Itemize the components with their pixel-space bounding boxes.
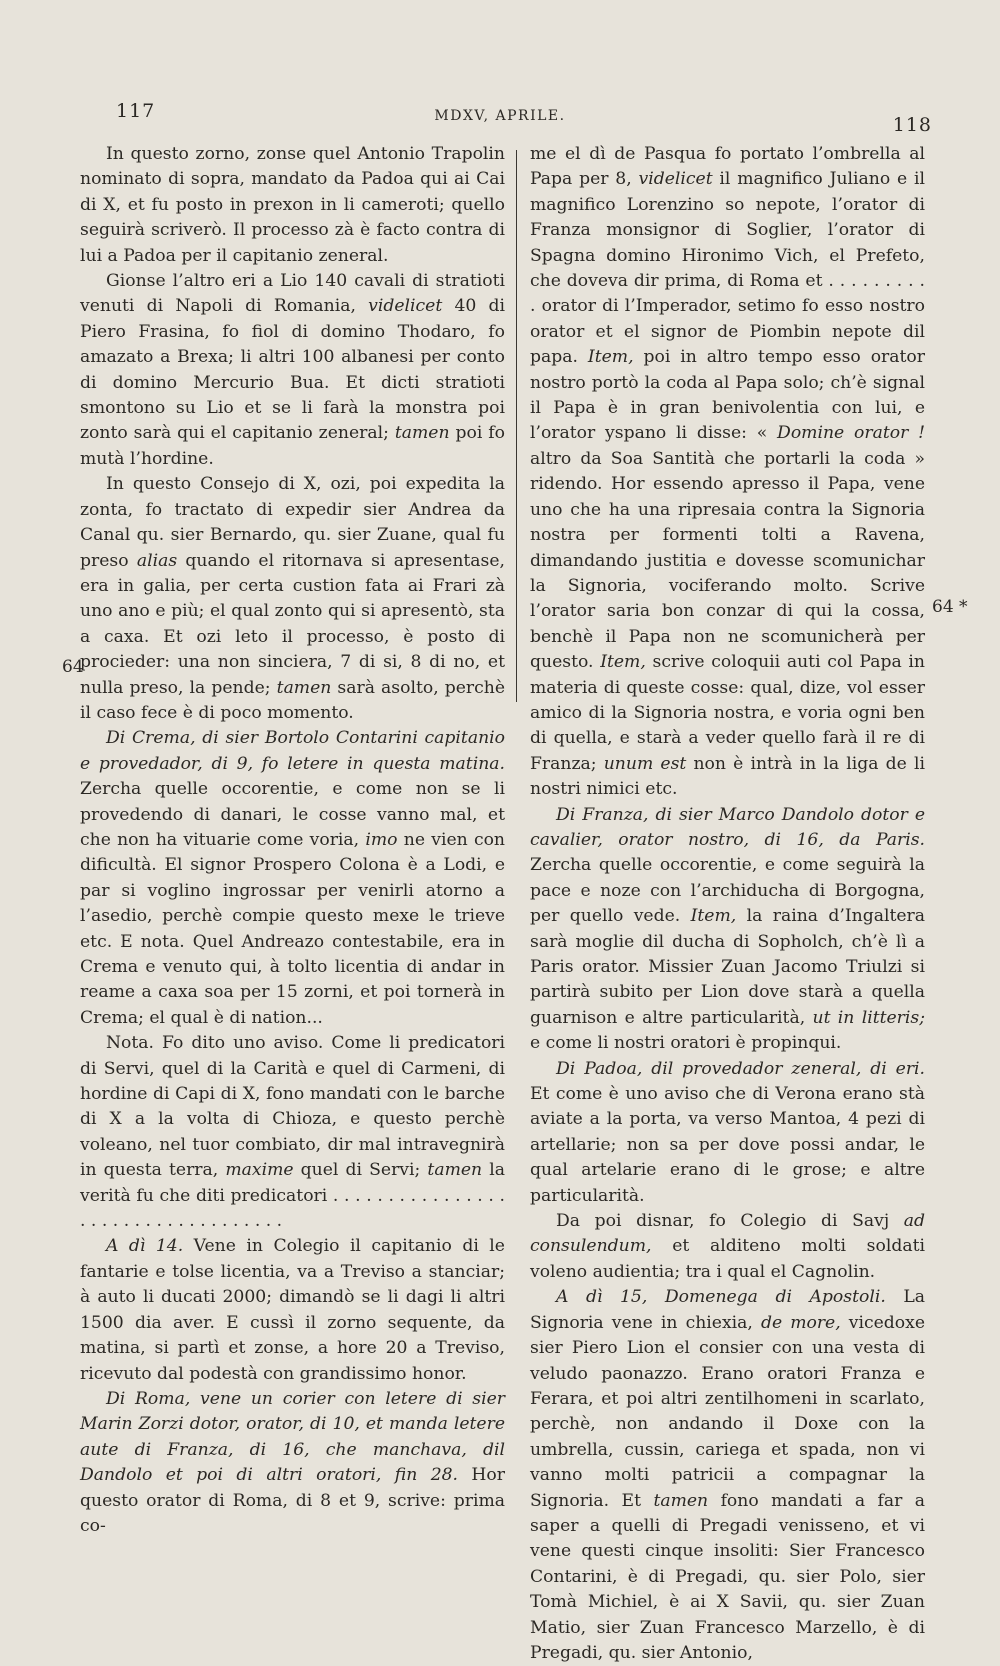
italic-run: alias [136, 550, 178, 571]
left-column [80, 142, 505, 1539]
paragraph [530, 1285, 925, 1666]
italic-run: unum est [603, 753, 687, 774]
text-run: Zercha quelle occorentie, e come seguirà la pace e noze con l’archiducha di Borgogna, per quello vede. [530, 855, 925, 927]
text-run: Vene in Colegio il capitanio di le fantarie e tolse licentia, va a Treviso a stanciar; à auto li ducati 2000; dimandò se li dagi li altri 1500 dia aver. E cussì il zorno sequente, da matina, si partì et zonse, a hore 20 a Treviso, ricevuto dal podestà con grandissimo honor. [80, 1236, 505, 1384]
text-run: Gionse l’altro eri a Lio 140 cavali di stratioti venuti di Napoli di Romania, [80, 271, 505, 317]
running-head: MDXV, APRILE. [434, 108, 566, 124]
text-run: ne vien con dificultà. El signor Prospero Colona è a Lodi, e par si voglino ingrossar per venirli atorno a l’asedio, perchè compie questo mexe le trieve etc. E nota. Quel Andreazo contestabile, era in Crema e venuto qui, à tolto licentia di andar in reame a caxa soa per 15 zorni, et poi tornerà in Crema; el qual è di nation... [80, 829, 505, 1028]
italic-run: Di Padoa, dil provedador zeneral, di eri. [556, 1058, 925, 1079]
italic-run: tamen [394, 423, 450, 444]
italic-run: tamen [427, 1160, 483, 1181]
text-run: Zercha quelle occorentie, e come non se li provedendo di danari, le cosse vanno mal, et che non ha vituarie come voria, [80, 779, 505, 850]
italic-run: Di Crema, di sier Bortolo Contarini capitanio e provedador, di 9, fo letere in questa matina. [80, 728, 505, 774]
text-run: la verità fu che diti predicatori . . . . . . . . . . . . . . . . . . . . . . . . . . . . . . . . . . . [80, 1160, 505, 1232]
text-run: altro da Soa Santità che portarli la coda » ridendo. Hor essendo apresso il Papa, vene uno che ha una ripresaia contra la Signoria nostra per formenti tolti a Ravena, dimandando justitia e dovesse scomunichar la Signoria, vociferando molto. Scrive l’orator saria bon conzar di qui la cossa, benchè il Papa non ne scomunicherà per questo. [530, 448, 925, 673]
paragraph [530, 803, 925, 1057]
italic-run: Di Franza, di sier Marco Dandolo dotor e cavalier, orator nostro, di 16, da Paris. [530, 804, 925, 850]
text-run: Da poi disnar, fo Colegio di Savj [556, 1211, 904, 1232]
paragraph [530, 1209, 925, 1285]
margin-note-left: 64 [62, 657, 84, 677]
paragraph [530, 142, 925, 803]
italic-run: Item, [587, 347, 634, 368]
text-run: poi in altro tempo esso orator nostro portò la coda al Papa solo; ch’è signal il Papa è in gran benivolentia con lui, e l’orator yspano li disse: « [530, 347, 925, 444]
italic-run: videlicet [368, 296, 443, 317]
text-run: e come li nostri oratori è propinqui. [530, 1033, 842, 1054]
text-run: quel di Servi; [293, 1160, 428, 1181]
italic-run: Di Roma, vene un corier con letere di sier Marin Zorzi dotor, orator, di 10, et manda letere aute di Franza, di 16, che manchava, dil Dandolo et poi di altri oratori, fin 28. [80, 1388, 505, 1486]
page-number-right: 118 [892, 114, 932, 136]
text-run: la raina d’Ingaltera sarà moglie dil ducha di Sopholch, ch’è lì a Paris orator. Missier Zuan Jacomo Triulzi si partirà subito per Lion dove starà a quella guarnison e altre particularità, [530, 906, 925, 1028]
text-run: fono mandati a far a saper a quelli di Pregadi venisseno, et vi vene questi cinque insoliti: Sier Francesco Contarini, è di Pregadi, qu. sier Polo, sier Tomà Michiel, è ai X Savii, qu. sier Zuan Matio, sier Zuan Francesco Marzello, è di Pregadi, qu. sier Antonio, [530, 1490, 926, 1663]
text-run: me el dì de Pasqua fo portato l’ombrella al Papa per 8, [530, 144, 925, 190]
italic-run: imo [365, 829, 398, 850]
text-run: sarà asolto, perchè il caso fece è di poco momento. [80, 677, 505, 723]
paragraph [80, 1387, 505, 1539]
italic-run: A dì 15, Domenega di Apostoli. [556, 1287, 886, 1308]
column-rule [516, 150, 517, 702]
page-number-left: 117 [116, 100, 156, 122]
paragraph [530, 1057, 925, 1209]
text-run: et alditeno molti soldati voleno audientia; tra i qual el Cagnolin. [530, 1236, 925, 1282]
italic-run: videlicet [638, 169, 713, 190]
italic-run: Domine orator ! [777, 423, 925, 444]
paragraph [80, 1031, 505, 1234]
text-run: Nota. Fo dito uno aviso. Come li predicatori di Servi, quel di la Carità e quel di Carmeni, di hordine di Capi di X, fono mandati con le barche di X a la volta di Chioza, e questo perchè voleano, nel tuor combiato, dir mal intravegnirà in questa terra, [80, 1033, 505, 1181]
italic-run: tamen [276, 677, 332, 698]
text-run: In questo zorno, zonse quel Antonio Trapolin nominato di sopra, mandato da Padoa qui ai Cai di X, et fu posto in prexon in li cameroti; quello seguirà scriverò. Il processo zà è facto contra di lui a Padoa per il capitanio zeneral. [80, 144, 505, 266]
text-run: In questo Consejo di X, ozi, poi expedita la zonta, fo tractato di expedir sier Andrea da Canal qu. sier Bernardo, qu. sier Zuane, qual fu preso [80, 474, 505, 571]
italic-run: Item, [690, 906, 737, 927]
paragraph [80, 472, 505, 726]
text-run: quando el ritornava si apresentase, era in galia, per certa custion fata ai Frari zà uno ano e più; el qual zonto qui si apresentò, sta a caxa. Et ozi leto il processo, è posto di procieder: una non sinciera, 7 di si, 8 di no, et nulla preso, la pende; [80, 550, 505, 698]
text-run: 40 di Piero Frasina, fo fiol di domino Thodaro, fo amazato a Brexa; li altri 100 albanesi per conto di domino Mercurio Bua. Et dicti stratioti smontono su Lio et se li farà la monstra poi zonto sarà qui el capitanio zeneral; [80, 296, 506, 444]
italic-run: ut in litteris; [812, 1007, 925, 1028]
text-run: poi fo mutà l’hordine. [80, 423, 505, 469]
text-run: vicedoxe sier Piero Lion el consier con una vesta di veludo paonazzo. Erano oratori Franza e Ferara, et poi altri zentilhomeni in scarlato, perchè, non andando il Doxe con la umbrella, cussin, cariega et spada, non vi vanno molti patricii a compagnar la Signoria. Et [530, 1312, 926, 1511]
paragraph [80, 1234, 505, 1386]
italic-run: tamen [653, 1490, 709, 1511]
italic-run: A dì 14. [106, 1236, 184, 1257]
margin-note-right: 64 * [932, 597, 968, 617]
paragraph [80, 142, 505, 269]
italic-run: ad consulendum, [530, 1211, 925, 1257]
text-run: non è intrà in la liga de li nostri nimici etc. [530, 753, 925, 800]
italic-run: de more, [760, 1312, 841, 1333]
text-run: La Signoria vene in chiexia, [530, 1287, 925, 1333]
text-run: Et come è uno aviso che di Verona erano stà aviate a la porta, va verso Mantoa, 4 pezi di artellarie; non sa per dove possi andar, le qual artelarie erano di le grose; e altre particularità. [530, 1084, 925, 1206]
text-run: Hor questo orator di Roma, di 8 et 9, scrive: prima co- [80, 1465, 505, 1536]
right-column [530, 142, 925, 1666]
text-run: scrive coloquii auti col Papa in materia di queste cosse: qual, dize, vol esser amico di la Signoria nostra, e voria ogni ben di quella, e starà a veder quello farà il re di Franza; [530, 652, 925, 774]
italic-run: Item, [600, 652, 646, 673]
paragraph [80, 269, 505, 472]
italic-run: maxime [225, 1160, 294, 1181]
text-run: il magnifico Juliano e il magnifico Lorenzino so nepote, l’orator di Franza monsignor di Soglier, l’orator di Spagna domino Hironimo Vich, el Prefeto, che doveva dir prima, di Roma et . . . . . . . . . . orator di l’Imperador, setimo fo esso nostro orator et el signor de Piombin nepote dil papa. [530, 169, 925, 368]
paragraph [80, 726, 505, 1031]
